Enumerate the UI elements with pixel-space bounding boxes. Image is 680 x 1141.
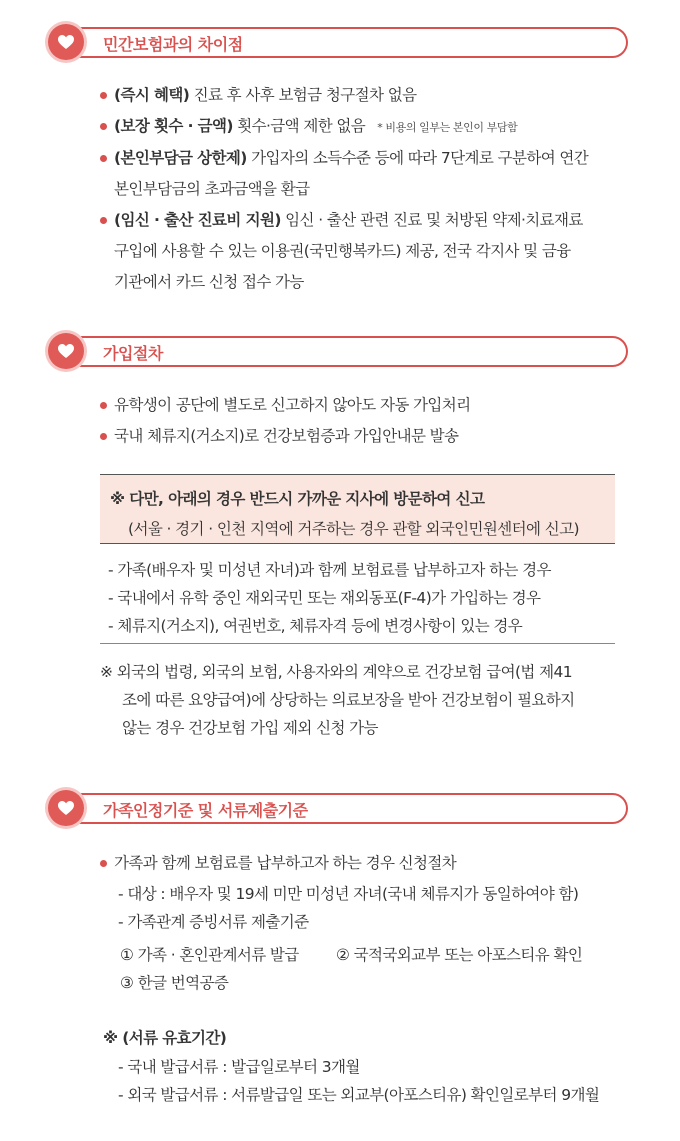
list-item — [100, 205, 640, 298]
heart-icon — [48, 790, 84, 826]
note-line: ※ 외국의 법령, 외국의 보험, 사용자와의 계약으로 건강보험 급여(법 제41 — [100, 663, 573, 681]
visit-cases-list — [108, 556, 618, 640]
section-title: 가족인정기준 및 서류제출기준 — [103, 801, 308, 820]
step-item: ① 가족 · 혼인관계서류 발급 — [120, 946, 299, 964]
item-text-continued: 본인부담금의 초과금액을 환급 — [114, 180, 310, 198]
differences-list — [100, 80, 640, 298]
validity-line: - 국내 발급서류 : 발급일로부터 3개월 — [118, 1058, 360, 1076]
section-title: 민간보험과의 차이점 — [103, 35, 243, 54]
divider — [100, 643, 615, 644]
target-line: - 대상 : 배우자 및 19세 미만 미성년 자녀(국내 체류지가 동일하여야 함) — [118, 885, 579, 903]
evidence-line: - 가족관계 증빙서류 제출기준 — [118, 913, 309, 931]
note-line: 않는 경우 건강보험 가입 제외 신청 가능 — [122, 719, 378, 737]
item-text: 횟수·금액 제한 없음 — [232, 117, 366, 135]
item-label: (임신 · 출산 진료비 지원) — [114, 211, 281, 229]
section-header-enrollment — [48, 333, 628, 369]
section-title: 가입절차 — [103, 344, 163, 363]
list-item — [100, 80, 640, 111]
exclusion-note — [100, 658, 625, 742]
step-item: ② 국적국외교부 또는 아포스티유 확인 — [336, 946, 583, 964]
item-text: 진료 후 사후 보험금 청구절차 없음 — [189, 86, 417, 104]
notice-subtitle: (서울 · 경기 · 인천 지역에 거주하는 경우 관할 외국인민원센터에 신고) — [128, 520, 579, 538]
item-label: (보장 횟수 · 금액) — [114, 117, 233, 135]
item-text: 가입자의 소득수준 등에 따라 7단계로 구분하여 연간 — [246, 149, 589, 167]
list-item: - 국내에서 유학 중인 재외국민 또는 재외동포(F-4)가 가입하는 경우 — [108, 589, 541, 607]
heart-icon — [48, 333, 84, 369]
item-note: * 비용의 일부는 본인이 부담함 — [377, 121, 518, 134]
item-label: (본인부담금 상한제) — [114, 149, 247, 167]
enrollment-list — [100, 390, 640, 452]
validity-title: ※ (서류 유효기간) — [103, 1029, 227, 1047]
section-header-differences — [48, 24, 628, 60]
list-item: 유학생이 공단에 별도로 신고하지 않아도 자동 가입처리 — [100, 390, 640, 421]
validity-line: - 외국 발급서류 : 서류발급일 또는 외교부(아포스티유) 확인일로부터 9개월 — [118, 1086, 600, 1104]
item-text-continued: 구입에 사용할 수 있는 이용권(국민행복카드) 제공, 전국 각지사 및 금융 — [114, 242, 571, 260]
list-item: 국내 체류지(거소지)로 건강보험증과 가입안내문 발송 — [100, 421, 640, 452]
item-text: 임신 · 출산 관련 진료 및 처방된 약제·치료재료 — [280, 211, 583, 229]
item-label: (즉시 혜택) — [114, 86, 190, 104]
list-item: - 체류지(거소지), 여권번호, 체류자격 등에 변경사항이 있는 경우 — [108, 617, 523, 635]
list-item — [100, 111, 640, 143]
list-item — [100, 143, 640, 205]
item-text-continued: 기관에서 카드 신청 접수 가능 — [114, 273, 304, 291]
list-item: 가족과 함께 보험료를 납부하고자 하는 경우 신청절차 — [100, 848, 640, 879]
step-item: ③ 한글 번역공증 — [120, 974, 229, 992]
note-line: 조에 따른 요양급여)에 상당하는 의료보장을 받아 건강보험이 필요하지 — [122, 691, 575, 709]
list-item: - 가족(배우자 및 미성년 자녀)과 함께 보험료를 납부하고자 하는 경우 — [108, 561, 551, 579]
heart-icon — [48, 24, 84, 60]
notice-title: ※ 다만, 아래의 경우 반드시 가까운 지사에 방문하여 신고 — [110, 490, 485, 508]
section-header-family-criteria — [48, 790, 628, 826]
family-criteria-list — [100, 848, 640, 879]
notice-box — [100, 474, 615, 544]
